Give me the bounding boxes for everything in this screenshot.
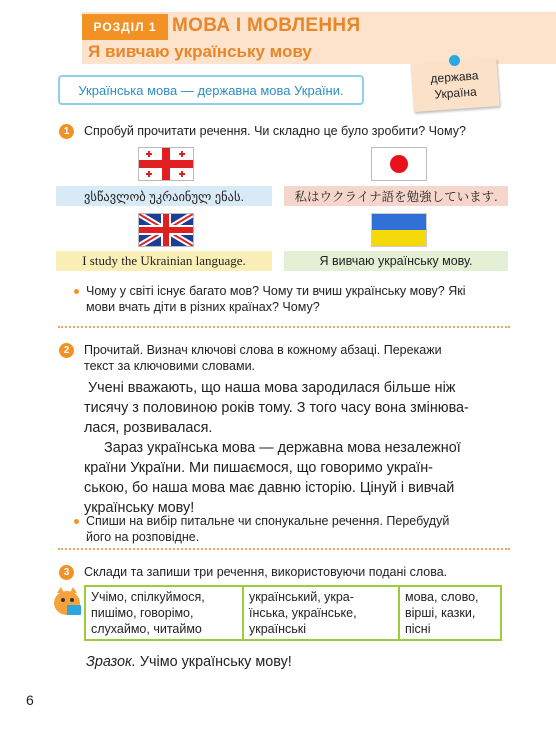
sticky-note-line1: держава bbox=[430, 68, 479, 86]
word-line: мова, слово, bbox=[405, 590, 479, 604]
task2-exercise-line1: Спиши на вибір питальне чи спонукальне речення. Перебудуй bbox=[86, 514, 450, 528]
divider bbox=[58, 326, 510, 328]
word-column-adjectives bbox=[243, 586, 399, 640]
task2-exercise-line2: його на розповідне. bbox=[86, 530, 200, 544]
word-column-verbs bbox=[85, 586, 243, 640]
section-label: РОЗДІЛ 1 bbox=[82, 14, 168, 40]
task-number: 2 bbox=[59, 343, 74, 358]
task1-question-line1: Чому у світі існує багато мов? Чому ти вчиш українську мову? Які bbox=[86, 284, 466, 298]
task1-question-line2: мови вчать діти в різних країнах? Чому? bbox=[86, 300, 320, 314]
p1-line: Учені вважають, що наша мова зародилася більше ніж bbox=[88, 380, 456, 396]
georgia-flag-icon bbox=[138, 147, 194, 181]
word-line: українські bbox=[249, 622, 307, 636]
bullet-icon bbox=[74, 519, 79, 524]
p2-line: Зараз українська мова — державна мова незалежної bbox=[104, 440, 461, 456]
word-line: слухаймо, читаймо bbox=[91, 622, 202, 636]
thesis-box: Українська мова — державна мова України. bbox=[58, 75, 364, 105]
p2-line: країни України. Ми пишаємося, що говоримо україн- bbox=[84, 460, 433, 476]
uk-flag-icon bbox=[138, 213, 194, 247]
word-line: український, укра- bbox=[249, 590, 354, 604]
word-line: Учімо, спілкуймося, bbox=[91, 590, 205, 604]
task1-text: Спробуй прочитати речення. Чи складно це було зробити? Чому? bbox=[84, 124, 466, 138]
p2-line: ською, бо наша мова має давню історію. Цінуй і вивчай bbox=[84, 480, 455, 496]
japan-flag-icon bbox=[371, 147, 427, 181]
ukraine-flag-icon bbox=[371, 213, 427, 247]
p2-line: українську мову! bbox=[84, 500, 195, 516]
word-column-nouns bbox=[399, 586, 501, 640]
example bbox=[86, 654, 292, 670]
task-number: 1 bbox=[59, 124, 74, 139]
bullet-icon bbox=[74, 289, 79, 294]
sentence-ukrainian: Я вивчаю українську мову. bbox=[284, 251, 508, 271]
sticky-note bbox=[410, 58, 499, 112]
word-line: їнська, українське, bbox=[249, 606, 357, 620]
paragraph-2 bbox=[84, 438, 508, 518]
word-table bbox=[84, 585, 502, 641]
mascot-icon bbox=[49, 585, 85, 619]
sticky-note-line2: Україна bbox=[433, 84, 478, 102]
word-line: пісні bbox=[405, 622, 431, 636]
word-line: пишімо, говорімо, bbox=[91, 606, 194, 620]
page-number: 6 bbox=[26, 692, 34, 708]
task2-text-line2: текст за ключовими словами. bbox=[84, 359, 256, 373]
lesson-title: Я вивчаю українську мову bbox=[88, 42, 312, 61]
divider bbox=[58, 548, 510, 550]
p1-line: лася, розвивалася. bbox=[84, 420, 213, 436]
task3-text: Склади та запиши три речення, використовуючи подані слова. bbox=[84, 565, 448, 579]
task2-text-line1: Прочитай. Визнач ключові слова в кожному абзаці. Перекажи bbox=[84, 343, 442, 357]
example-text: Учімо українську мову! bbox=[139, 654, 292, 670]
paragraph-1 bbox=[84, 378, 508, 438]
sentence-georgian: ვსწავლობ უკრაინულ ენას. bbox=[56, 186, 272, 206]
example-label: Зразок. bbox=[86, 654, 136, 670]
sentence-english: I study the Ukrainian language. bbox=[56, 251, 272, 271]
sentence-japanese: 私はウクライナ語を勉強しています. bbox=[284, 186, 508, 206]
word-line: вірші, казки, bbox=[405, 606, 476, 620]
task-number: 3 bbox=[59, 565, 74, 580]
pin-icon bbox=[449, 55, 460, 66]
p1-line: тисячу з половиною років тому. З того часу вона змінюва- bbox=[84, 400, 469, 416]
chapter-title: МОВА І МОВЛЕННЯ bbox=[172, 15, 361, 36]
